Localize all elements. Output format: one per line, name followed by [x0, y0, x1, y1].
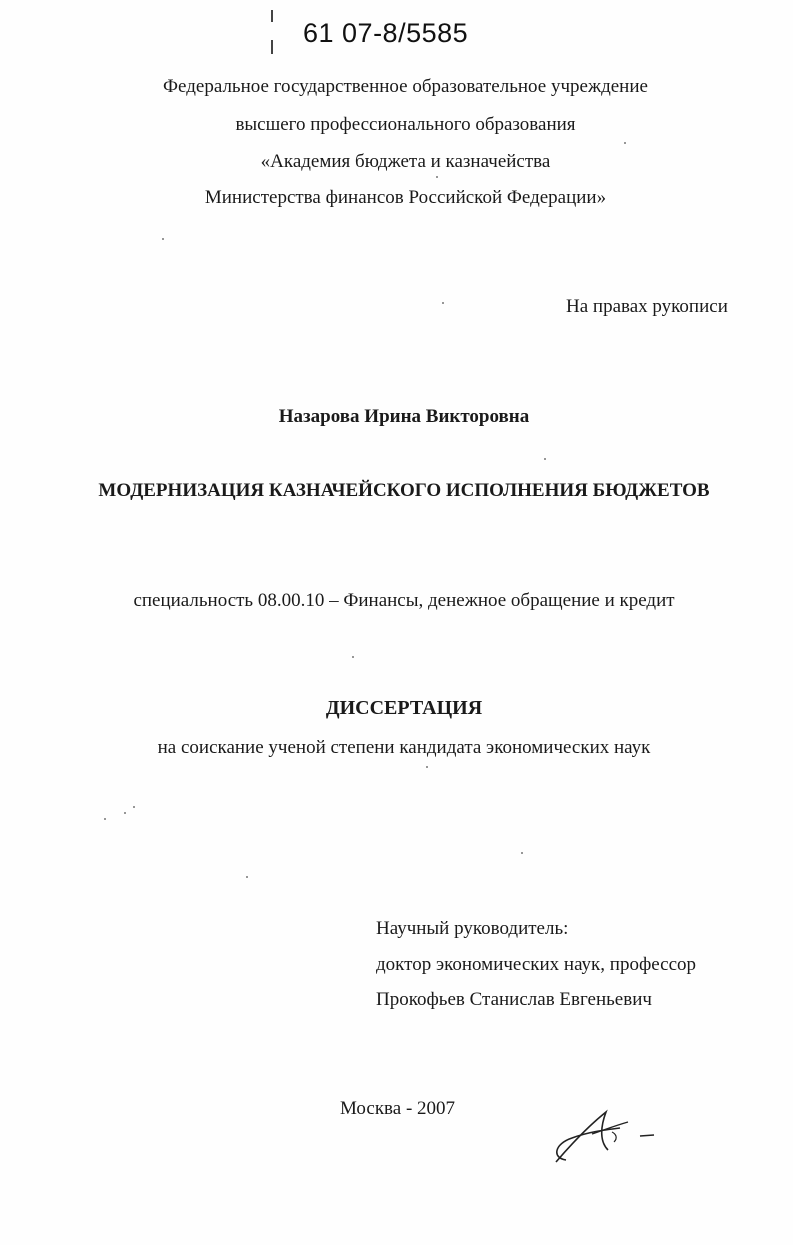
institution-line-4: Министерства финансов Российской Федерации» [204, 187, 607, 208]
scan-mark [271, 40, 273, 54]
signature-scribble [548, 1108, 658, 1168]
scan-mark [271, 10, 273, 22]
supervisor-heading: Научный руководитель: [376, 918, 569, 939]
scan-speck [162, 238, 164, 240]
supervisor-credentials: доктор экономических наук, профессор [376, 954, 697, 975]
dissertation-title: МОДЕРНИЗАЦИЯ КАЗНАЧЕЙСКОГО ИСПОЛНЕНИЯ БЮДЖЕТОВ [98, 480, 710, 501]
document-type: ДИССЕРТАЦИЯ [325, 697, 483, 719]
institution-line-2: высшего профессионального образования [235, 114, 576, 135]
degree-line: на соискание ученой степени кандидата экономических наук [157, 737, 651, 758]
scan-speck [442, 302, 444, 304]
author-name: Назарова Ирина Викторовна [278, 406, 530, 427]
scan-speck [133, 806, 135, 808]
scan-speck [104, 818, 106, 820]
manuscript-note: На правах рукописи [566, 296, 728, 317]
scan-speck [624, 142, 626, 144]
scan-speck [436, 176, 438, 178]
scan-speck [426, 766, 428, 768]
scan-speck [544, 458, 546, 460]
institution-line-3: «Академия бюджета и казначейства [260, 151, 551, 172]
city-year: Москва - 2007 [340, 1098, 456, 1119]
scan-speck [521, 852, 523, 854]
scan-speck [246, 876, 248, 878]
scan-speck [352, 656, 354, 658]
supervisor-name: Прокофьев Станислав Евгеньевич [376, 989, 652, 1010]
scan-speck [124, 812, 126, 814]
speciality: специальность 08.00.10 – Финансы, денежное обращение и кредит [133, 590, 675, 611]
registration-number: 61 07-8/5585 [303, 18, 469, 48]
institution-line-1: Федеральное государственное образовательное учреждение [163, 76, 648, 97]
